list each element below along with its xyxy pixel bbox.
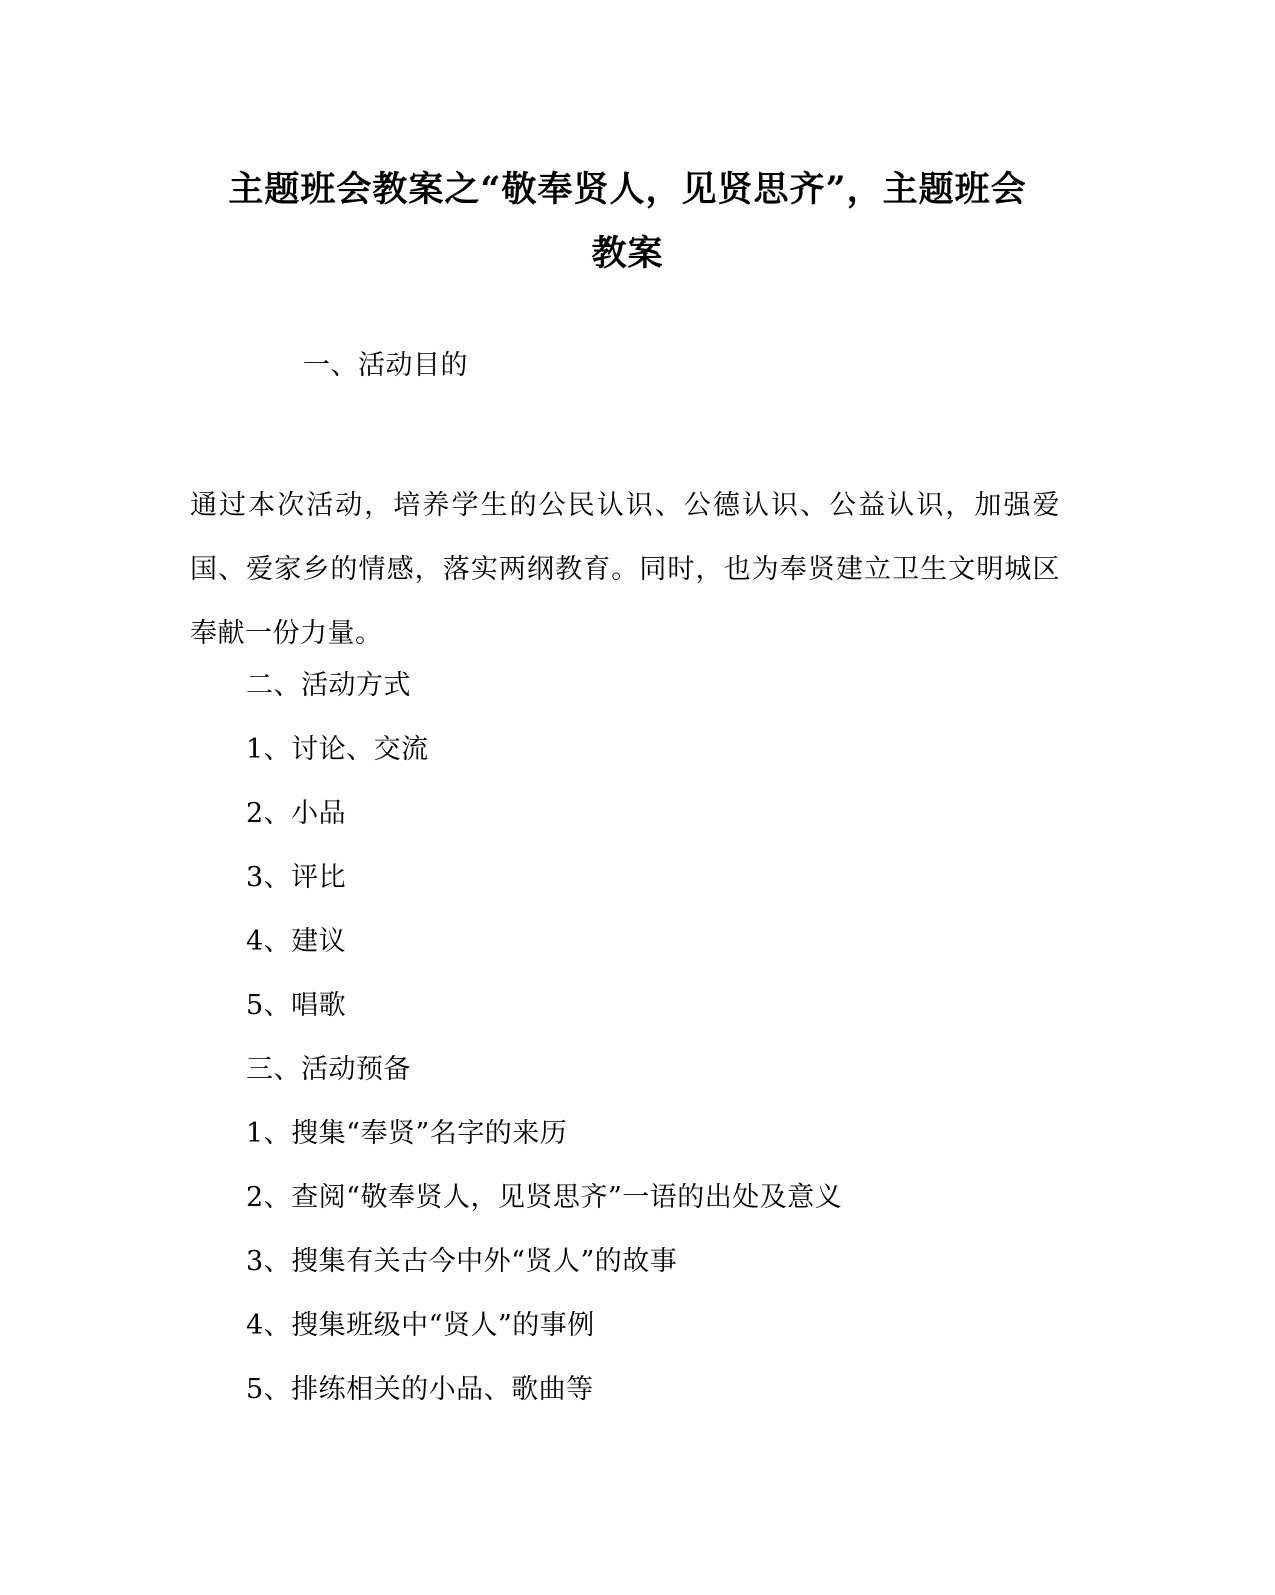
section-1-heading: 一、活动目的 bbox=[303, 350, 468, 381]
section-2-item: 5、唱歌 bbox=[246, 990, 347, 1021]
section-2-item: 4、建议 bbox=[246, 926, 347, 957]
document-title bbox=[180, 158, 1075, 286]
section-2-item: 3、评比 bbox=[246, 862, 347, 893]
section-3-item: 4、搜集班级中“贤人”的事例 bbox=[246, 1310, 595, 1341]
section-3-item: 5、排练相关的小品、歌曲等 bbox=[246, 1374, 594, 1405]
section-1-body: 通过本次活动，培养学生的公民认识、公德认识、公益认识，加强爱国、爱家乡的情感，落实两纲教育。同时，也为奉贤建立卫生文明城区奉献一份力量。 bbox=[190, 490, 1060, 649]
section-2-heading: 二、活动方式 bbox=[246, 670, 411, 701]
section-2-item: 2、小品 bbox=[246, 798, 347, 829]
section-3-item: 1、搜集“奉贤”名字的来历 bbox=[246, 1118, 568, 1149]
section-3-item: 3、搜集有关古今中外“贤人”的故事 bbox=[246, 1246, 678, 1277]
title-line-2: 教案 bbox=[591, 233, 664, 274]
section-3-item: 2、查阅“敬奉贤人，见贤思齐”一语的出处及意义 bbox=[246, 1182, 843, 1213]
title-line-1: 主题班会教案之“敬奉贤人，见贤思齐”，主题班会 bbox=[228, 169, 1027, 210]
section-3-heading: 三、活动预备 bbox=[246, 1054, 411, 1085]
section-2-item: 1、讨论、交流 bbox=[246, 734, 429, 765]
